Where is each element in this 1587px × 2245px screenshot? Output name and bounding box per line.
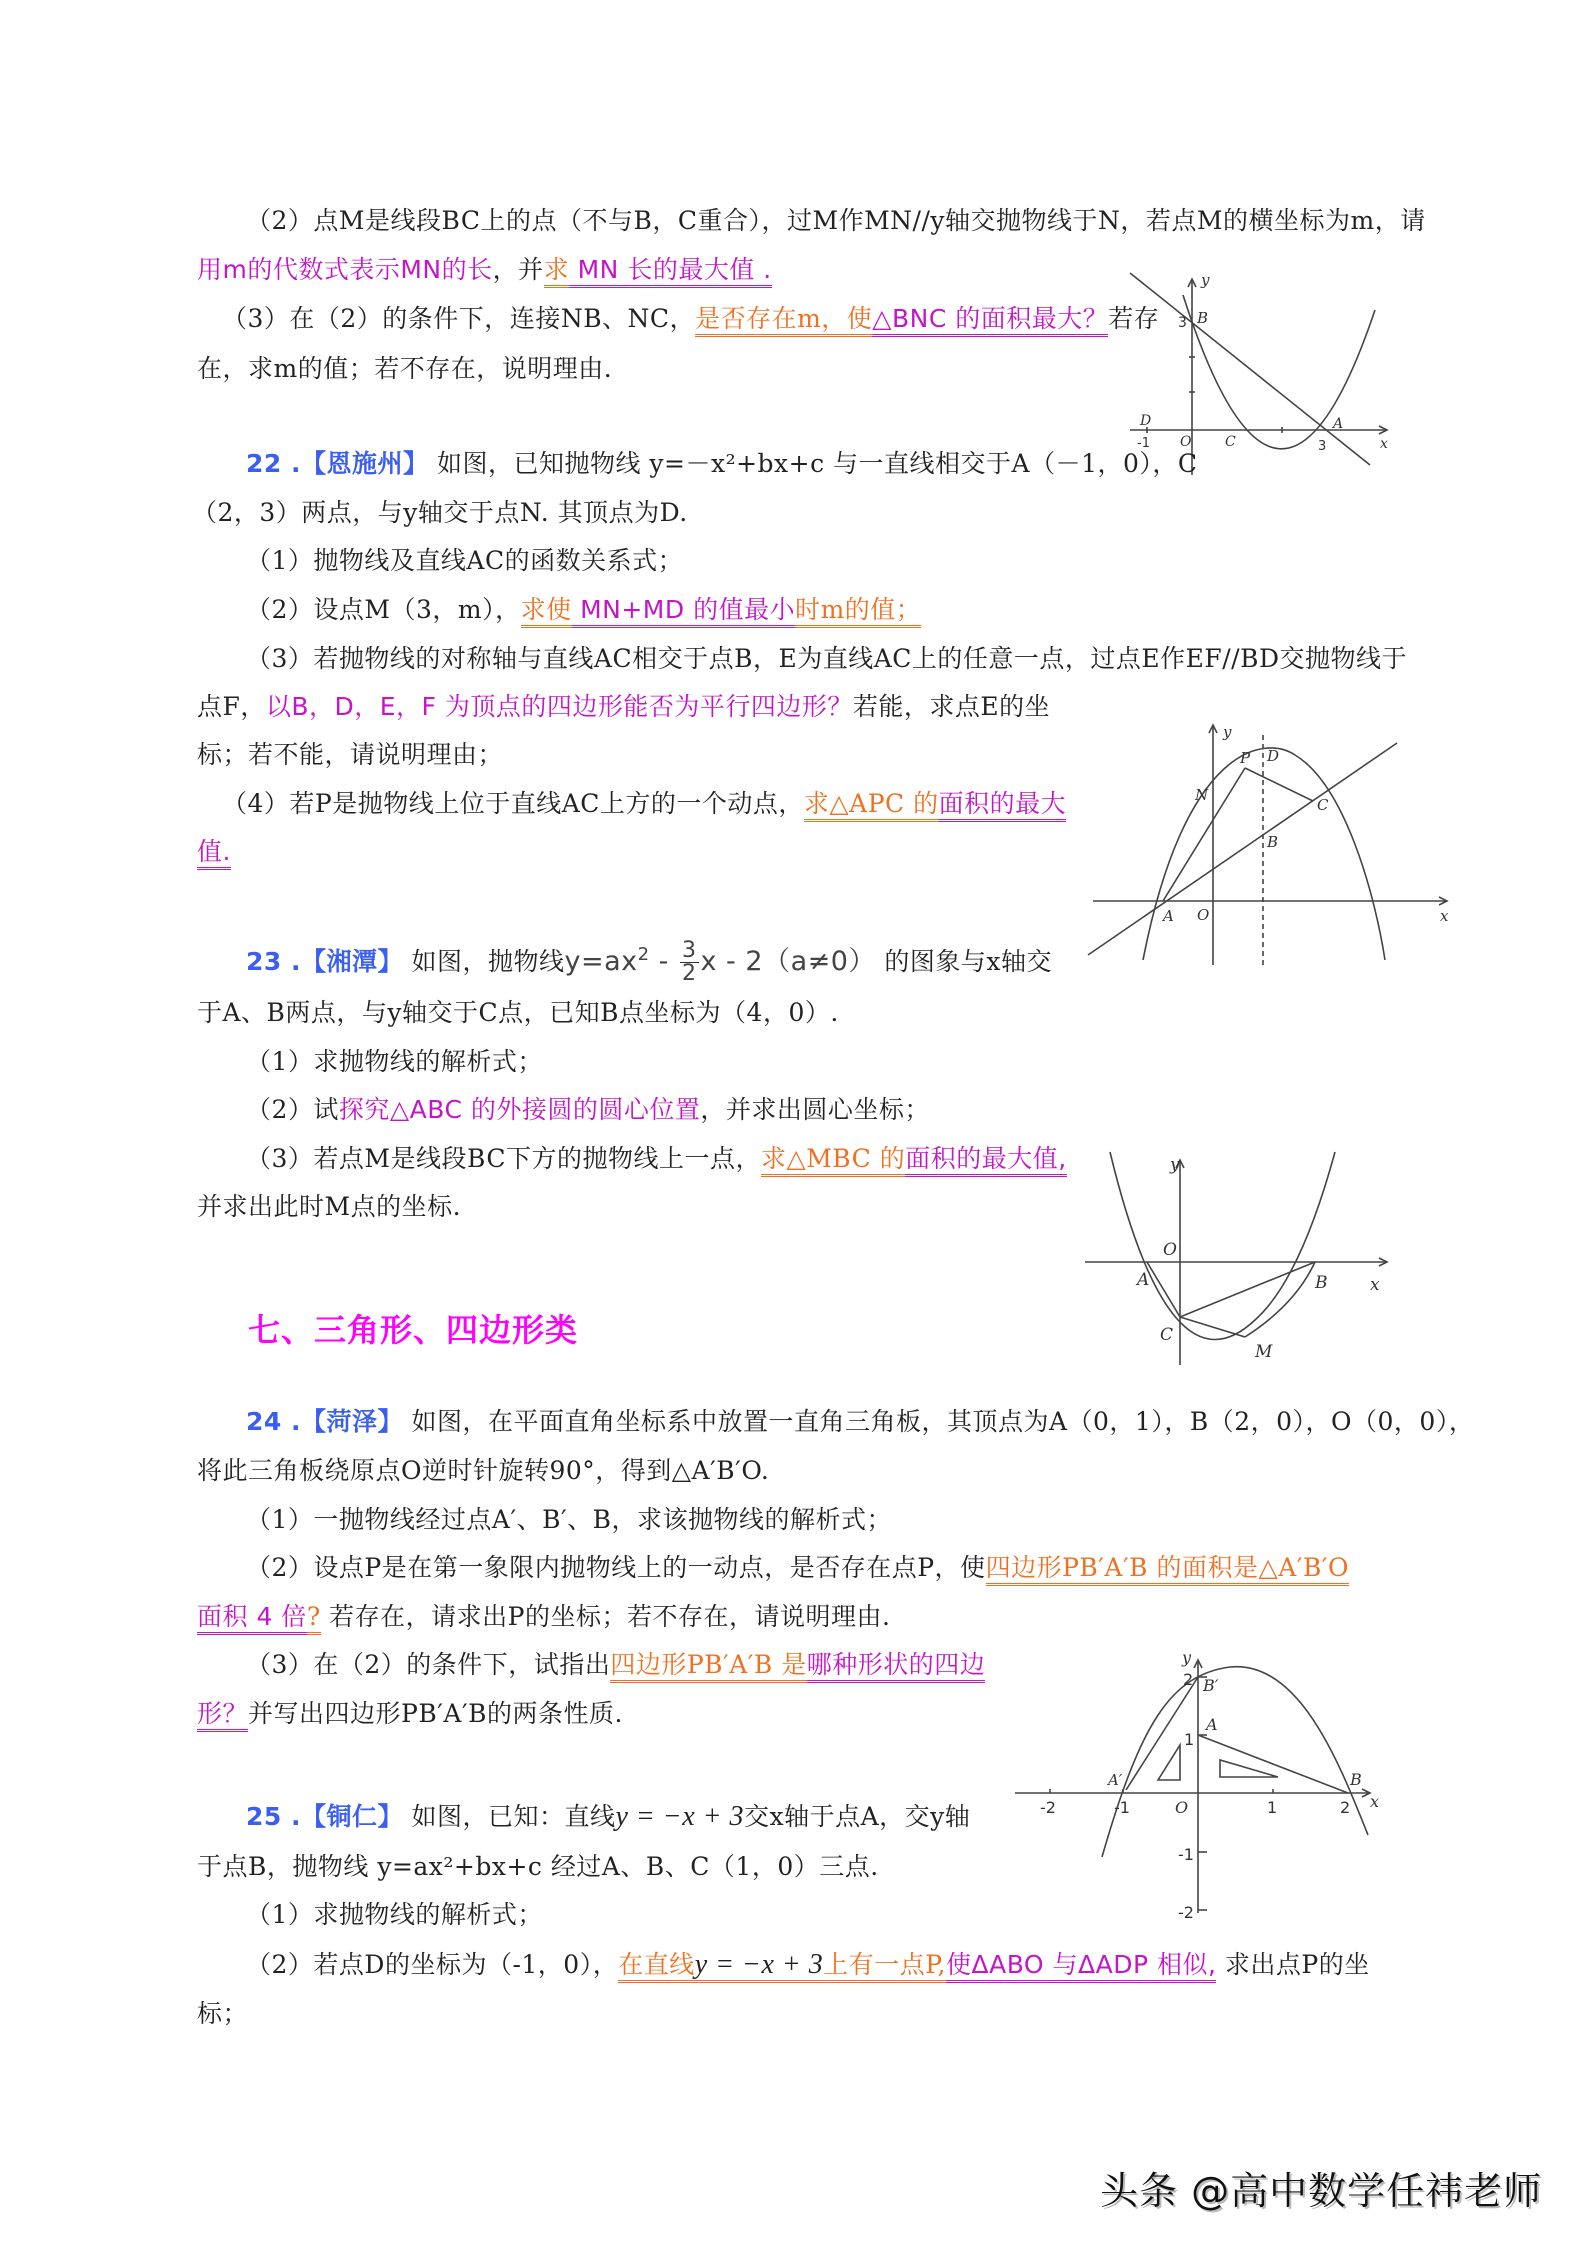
q23-part2 [246,1093,930,1127]
svg-text:A: A [1333,416,1344,432]
svg-text:A: A [1206,1715,1218,1734]
svg-text:O: O [1163,1240,1177,1260]
svg-text:-2: -2 [1178,1903,1194,1922]
question-number: 25 . [246,1802,301,1831]
svg-text:C: C [1160,1325,1174,1345]
q24-text: （2）设点P是在第一象限内抛物线上的一动点，是否存在点P，使 [246,1553,986,1582]
svg-text:2: 2 [1340,1798,1351,1817]
q23-part1 [246,1045,543,1079]
question-source: 【恩施州】 [301,449,429,478]
q23-text: 的图象与x轴交 [884,947,1052,976]
q22-intro-line2 [192,496,688,530]
question-source: 【菏泽】 [301,1407,404,1436]
q25-part1 [246,1898,543,1932]
highlight-text-part: 在直线 [618,1950,695,1979]
parabola-equation [564,938,876,986]
highlight-text: 面积 4 倍 [197,1602,307,1635]
question-source: 【铜仁】 [301,1802,404,1831]
q23-text: 如图，抛物线 [411,947,565,976]
svg-text:B: B [1350,1770,1362,1789]
q23-part3-line1 [246,1142,1067,1176]
highlight-text: ? [307,1602,321,1635]
highlight-text: 时m的值； [795,595,921,628]
svg-text:3: 3 [1178,315,1187,331]
q22-text: （1）抛物线及直线AC的函数关系式； [246,546,684,575]
question-number: 24 . [246,1407,301,1436]
q22-intro-line1 [246,447,1198,481]
svg-text:B′: B′ [1203,1676,1219,1695]
watermark-text: 头条 @高中数学任祎老师 [1100,2169,1543,2213]
fraction [680,940,699,985]
svg-text:C: C [1225,434,1236,450]
graph-svg [1010,1645,1410,1930]
svg-text:N: N [1195,786,1209,804]
svg-text:x: x [1380,436,1388,452]
graph-svg [1075,1140,1395,1370]
q24-part3-line1 [246,1648,985,1682]
highlight-text: 形？ [197,1699,248,1732]
highlight-text: 面积的最大值, [905,1144,1066,1177]
q23-text: （2）试 [246,1095,339,1124]
svg-text:y: y [1182,1648,1192,1667]
q24-text: 如图，在平面直角坐标系中放置一直角三角板，其顶点为A（0，1），B（2，0），O（0，0）， [411,1407,1475,1436]
highlight-text: 求 [544,255,570,288]
equation-part: y=ax [564,946,638,977]
highlight-text: MN 长的最大值 . [569,255,772,288]
highlight-text: 是否存在m，使 [695,304,872,337]
svg-text:D: D [1140,413,1152,429]
svg-text:B: B [1197,309,1209,327]
svg-text:B: B [1267,833,1279,851]
q21-part2-text: （2）点M是线段BC上的点（不与B，C重合），过M作MN//y轴交抛物线于N，若点M的横坐标为m，请 [246,206,1426,235]
highlight-text: 以B，D，E，F 为顶点的四边形能否为平行四边形？ [265,692,853,721]
q24-text: 将此三角板绕原点O逆时针旋转90°，得到△A′B′O. [197,1456,770,1485]
figure-q24-coordinate-graph [1010,1645,1410,1930]
graph-svg [1085,715,1460,965]
highlight-text: 四边形PB′A′B 的面积是△A′B′O [986,1553,1349,1586]
highlight-text: MN+MD 的值最小 [572,595,795,628]
q25-text: 交x轴于点A，交y轴 [744,1802,971,1831]
svg-text:y: y [1201,271,1210,289]
q22-part3-line1 [246,642,1407,676]
svg-text:A: A [1163,907,1174,925]
svg-text:1: 1 [1184,1730,1195,1749]
q22-text: 若能，求点E的坐 [852,692,1051,721]
line-equation: y = −x + 3 [615,1801,745,1832]
q22-text: 点F， [197,692,266,721]
section-title: 七、三角形、四边形类 [248,1311,579,1349]
q24-text: （3）在（2）的条件下，试指出 [246,1650,611,1679]
q24-part3-line2 [197,1697,623,1731]
q22-part3-line2 [197,690,1050,724]
q22-text: 标；若不能，请说明理由； [197,740,504,769]
svg-text:D: D [1267,747,1280,765]
q22-text: （2，3）两点，与y轴交于点N. 其顶点为D. [192,498,688,527]
question-number: 22 . [246,449,301,478]
svg-text:B: B [1315,1273,1328,1293]
q22-part3-line3 [197,738,503,772]
q22-text: （4）若P是抛物线上位于直线AC上方的一个动点， [222,789,804,818]
q21-part3-line2 [197,352,612,386]
q22-part4-line1 [222,787,1066,821]
svg-text:x: x [1370,1792,1380,1811]
q24-intro-line2 [197,1454,769,1488]
q25-text: （1）求抛物线的解析式； [246,1900,543,1929]
q22-part4-line2 [197,835,231,869]
highlight-text: 求△APC 的 [804,789,939,822]
q22-part1 [246,544,683,578]
svg-text:P: P [1240,749,1251,767]
q21-text: 在，求m的值；若不存在，说明理由. [197,354,613,383]
q24-text: 并写出四边形PB′A′B的两条性质. [248,1699,623,1728]
question-number: 23 . [246,947,301,976]
q25-text: 标； [197,1999,249,2028]
svg-text:O: O [1175,1798,1189,1817]
svg-text:M: M [1255,1342,1273,1362]
q25-intro-line1 [246,1800,970,1834]
svg-text:-1: -1 [1137,436,1150,451]
highlight-text: 面积的最大 [939,789,1067,822]
q24-text: （1）一抛物线经过点A′、B′、B，求该抛物线的解析式； [246,1505,893,1534]
figure-q22-parabola-graph [1085,715,1460,965]
q24-part1 [246,1503,892,1537]
svg-text:1: 1 [1267,1798,1278,1817]
q23-text: ，并求出圆心坐标； [700,1095,930,1124]
highlight-text: 哪种形状的四边 [807,1650,986,1683]
svg-text:C: C [1317,796,1329,814]
q24-part2-line1 [246,1551,1349,1585]
q22-text: （2）设点M（3，m）， [246,595,521,624]
q21-text: （3）在（2）的条件下，连接NB、NC， [222,304,696,333]
q21-part2-line2 [197,253,772,287]
q22-text: 如图，已知抛物线 y=－x²+bx+c 与一直线相交于A（－1，0），C [436,449,1198,478]
svg-text:A′: A′ [1108,1771,1123,1789]
q22-text: （3）若抛物线的对称轴与直线AC相交于点B，E为直线AC上的任意一点，过点E作EF//BD交抛物线于 [246,644,1408,673]
q25-part2-line2 [197,1997,248,2031]
q25-text: 如图，已知：直线 [411,1802,616,1831]
svg-text:y: y [1223,723,1232,741]
figure-q23-parabola-graph [1075,1140,1395,1370]
q21-text: 若存 [1108,304,1160,333]
svg-text:x: x [1370,1275,1380,1295]
svg-text:2: 2 [1183,1670,1194,1689]
q25-text: 求出点P的坐 [1216,1950,1370,1979]
equation-part: x - 2（a≠0） [700,946,876,977]
fraction-denominator: 2 [682,961,697,986]
equation-part: - [649,946,678,977]
svg-text:-2: -2 [1040,1798,1056,1817]
highlight-text: 值. [197,837,231,870]
q25-part2-line1 [246,1948,1370,1982]
q24-intro-line1 [246,1405,1474,1439]
highlight-text: 求使 [521,595,572,628]
q23-intro-line1 [246,925,1052,985]
q25-text: 于点B，抛物线 y=ax²+bx+c 经过A、B、C（1，0）三点. [197,1852,879,1881]
svg-text:x: x [1440,907,1449,925]
q21-text: ，并 [492,255,544,284]
highlight-text: 求△MBC 的 [761,1144,905,1177]
svg-text:O: O [1180,434,1192,450]
q21-part3-line1 [222,302,1159,336]
q24-part2-line2 [197,1600,890,1634]
q23-part3-line2 [197,1190,461,1224]
q21-part2-line1 [246,204,1426,238]
svg-text:y: y [1170,1155,1180,1175]
q23-text: 并求出此时M点的坐标. [197,1192,462,1221]
highlight-text: 使ΔABO 与ΔADP 相似, [946,1950,1216,1983]
fraction-numerator: 3 [682,938,697,963]
svg-text:-1: -1 [1178,1845,1194,1864]
highlight-text: △BNC 的面积最大？ [872,304,1108,337]
q24-text: 若存在，请求出P的坐标；若不存在，请说明理由. [320,1602,891,1631]
q23-intro-line2 [197,996,839,1030]
svg-text:-1: -1 [1114,1798,1130,1817]
svg-text:3: 3 [1318,439,1327,454]
highlight-text: 用m的代数式表示MN的长 [197,255,493,284]
q23-text: （3）若点M是线段BC下方的抛物线上一点， [246,1144,761,1173]
equation-exponent: 2 [637,944,650,965]
highlight-text [618,1950,823,1983]
q25-intro-line2 [197,1850,879,1884]
q23-text: 于A、B两点，与y轴交于C点，已知B点坐标为（4，0）. [197,998,839,1027]
question-source: 【湘潭】 [301,947,404,976]
q22-part2 [246,593,921,627]
svg-text:A: A [1137,1270,1150,1290]
line-equation: y = −x + 3 [694,1949,824,1980]
highlight-text: 上有一点P, [823,1950,946,1983]
q25-text: （2）若点D的坐标为（-1，0）， [246,1950,619,1979]
q23-text: （1）求抛物线的解析式； [246,1047,543,1076]
highlight-text: 探究△ABC 的外接圆的圆心位置 [338,1095,701,1124]
highlight-text: 四边形PB′A′B 是 [610,1650,806,1683]
svg-text:O: O [1197,906,1210,924]
